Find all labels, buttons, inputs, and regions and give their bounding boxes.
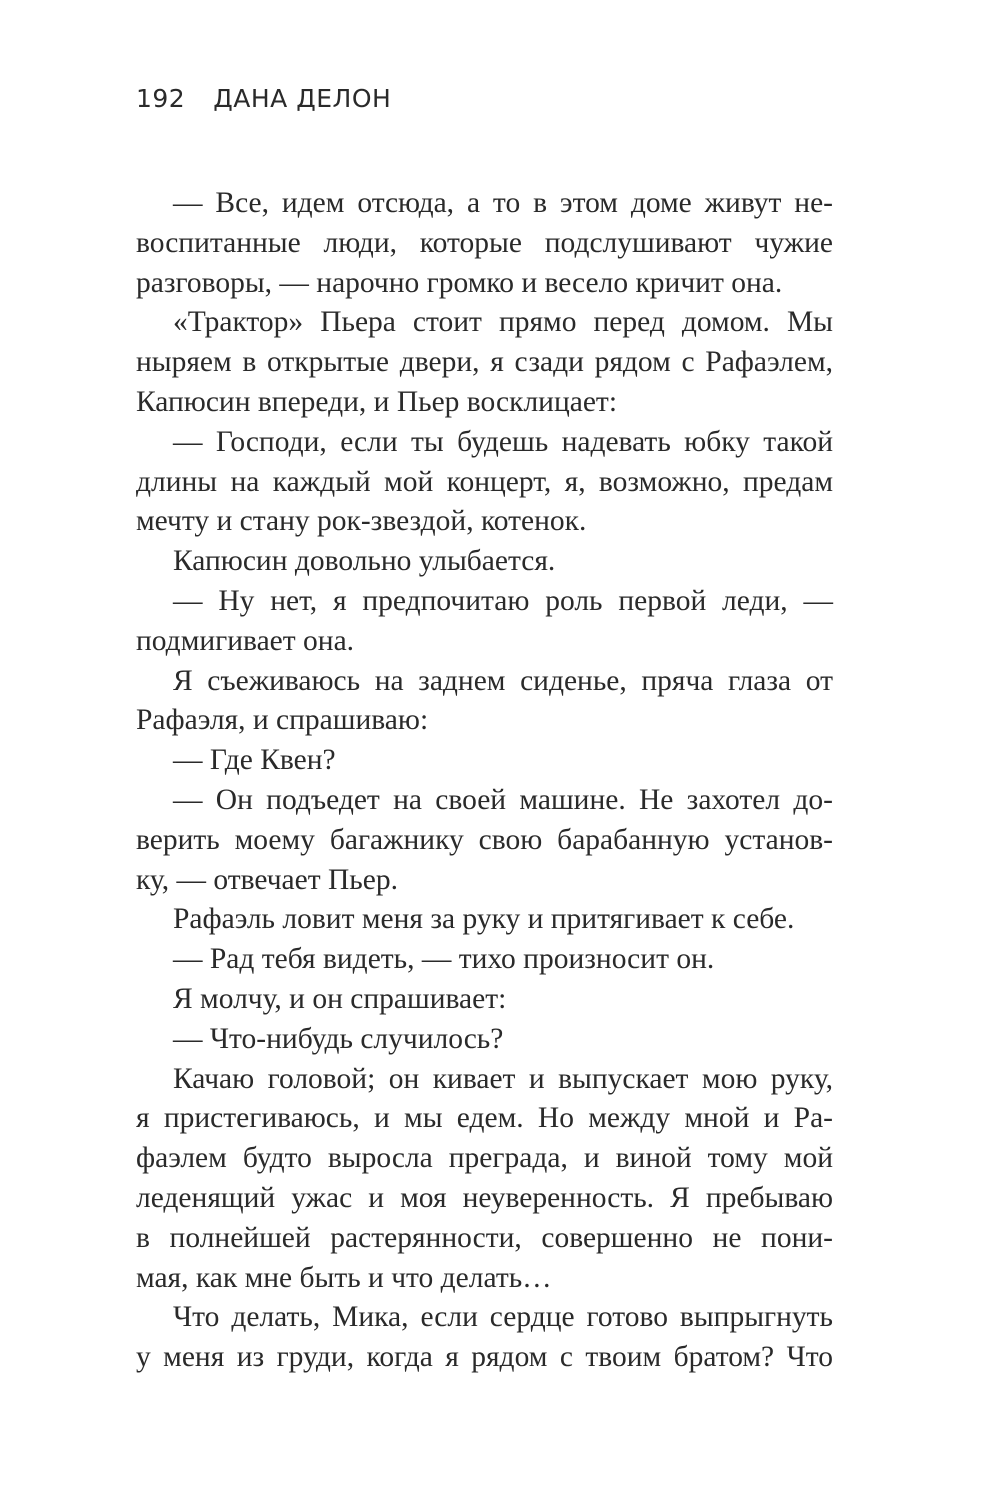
text-line: — Что-нибудь случилось? <box>173 1022 504 1055</box>
text-line: разговоры, — нарочно громко и весело кричит она. <box>136 266 783 299</box>
text-line: «Трактор» Пьера стоит прямо перед домом. Мы <box>173 306 833 339</box>
text-line: длины на каждый мой концерт, я, возможно, предам <box>136 465 833 498</box>
text-line: ку, — отвечает Пьер. <box>136 863 398 896</box>
text-line: леденящий ужас и моя неуверенность. Я пребываю <box>136 1181 833 1214</box>
text-line: — Все, идем отсюда, а то в этом доме живут не- <box>173 187 833 219</box>
text-line: Рафаэль ловит меня за руку и притягивает к себе. <box>173 903 795 936</box>
text-line: ныряем в открытые двери, я сзади рядом с Рафаэлем, <box>136 346 833 379</box>
text-line: Качаю головой; он кивает и выпускает мою руку, <box>173 1062 833 1095</box>
text-line: — Ну нет, я предпочитаю роль первой леди, — <box>173 584 833 617</box>
author-name: ДАНА ДЕЛОН <box>213 84 392 113</box>
body-text <box>136 184 833 1378</box>
text-line: Я съеживаюсь на заднем сиденье, пряча глаза от <box>173 664 833 697</box>
text-line: Рафаэля, и спрашиваю: <box>136 704 429 737</box>
text-line: у меня из груди, когда я рядом с твоим братом? Что <box>136 1341 833 1374</box>
text-line: Что делать, Мика, если сердце готово выпрыгнуть <box>173 1301 833 1334</box>
text-line: мая, как мне быть и что делать… <box>136 1261 552 1294</box>
text-line: — Рад тебя видеть, — тихо произносит он. <box>173 943 715 976</box>
text-line: подмигивает она. <box>136 624 355 657</box>
text-line: мечту и стану рок-звездой, котенок. <box>136 505 587 538</box>
text-line: фаэлем будто выросла преграда, и виной тому мой <box>136 1142 833 1175</box>
text-line: я пристегиваюсь, и мы едем. Но между мной и Ра- <box>136 1102 833 1135</box>
text-line: Капюсин впереди, и Пьер восклицает: <box>136 385 618 418</box>
text-line: Я молчу, и он спрашивает: <box>173 982 507 1015</box>
text-line: верить моему багажнику свою барабанную установ- <box>136 823 833 856</box>
page-number: 192 <box>136 84 186 113</box>
text-line: — Господи, если ты будешь надевать юбку такой <box>173 425 833 458</box>
text-line: — Где Квен? <box>173 744 336 777</box>
text-line: в полнейшей растерянности, совершенно не пони- <box>136 1221 833 1254</box>
text-line: воспитанные люди, которые подслушивают чужие <box>136 226 833 259</box>
text-line: — Он подъедет на своей машине. Не захотел до- <box>173 783 833 816</box>
text-line: Капюсин довольно улыбается. <box>173 545 556 578</box>
running-header <box>136 84 391 113</box>
